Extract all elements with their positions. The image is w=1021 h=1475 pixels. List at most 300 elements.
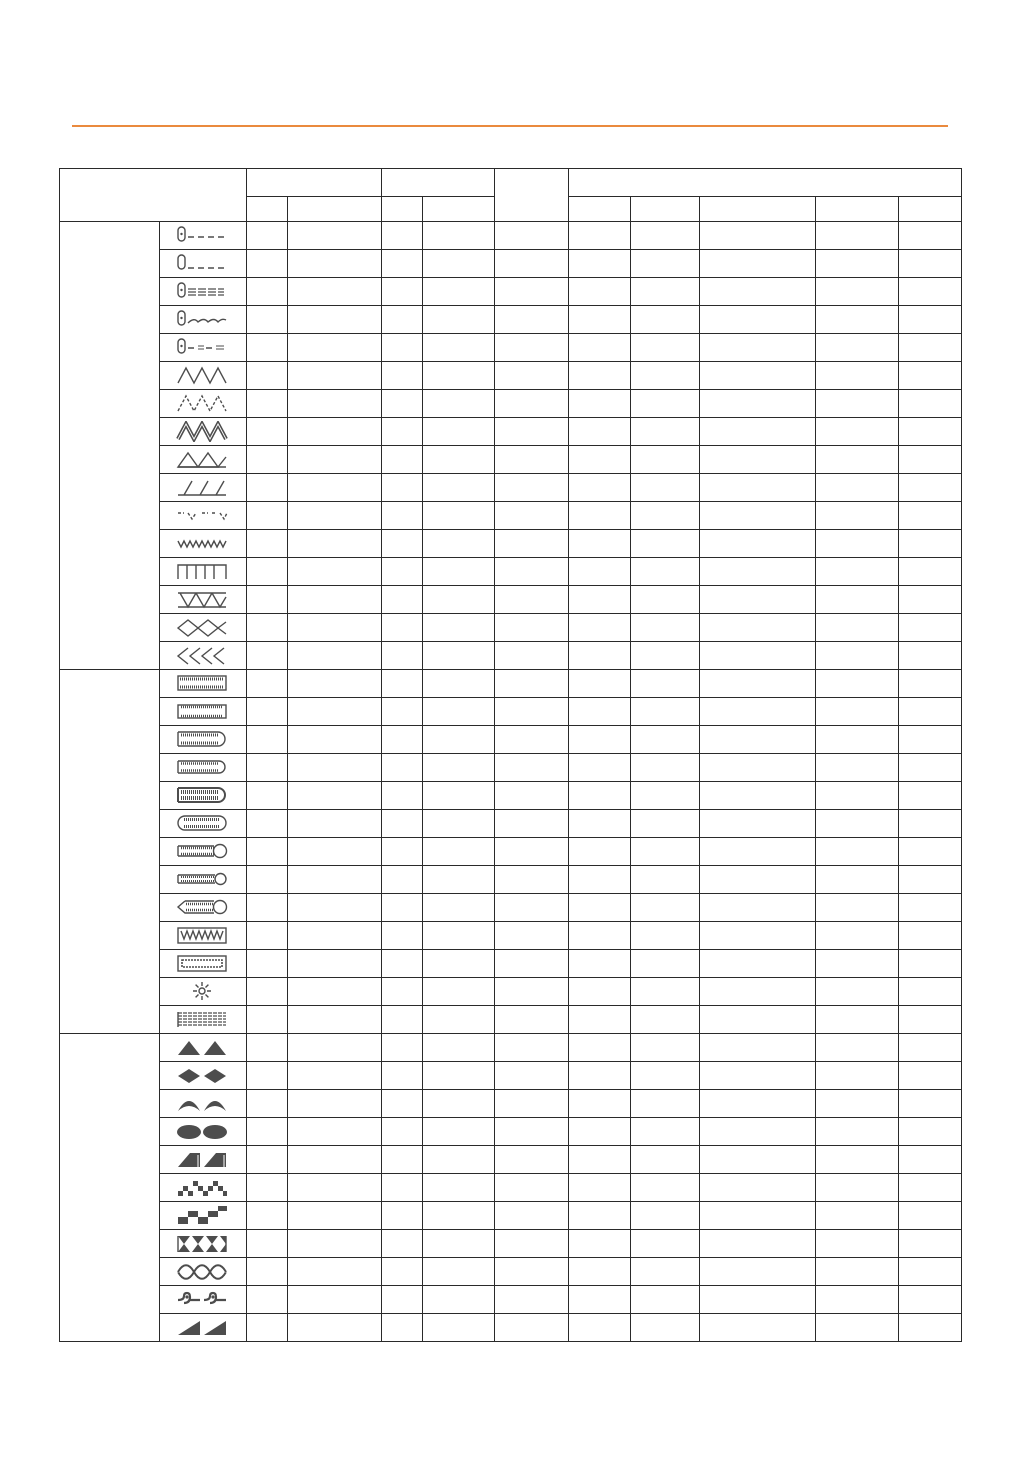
value-cell bbox=[700, 502, 816, 530]
value-cell bbox=[247, 782, 288, 810]
darning-icon bbox=[176, 1009, 230, 1030]
value-cell bbox=[423, 362, 495, 390]
stitch-row bbox=[60, 1230, 962, 1258]
value-cell bbox=[899, 866, 962, 894]
value-cell bbox=[899, 1118, 962, 1146]
subheader-cell bbox=[700, 197, 816, 222]
value-cell bbox=[816, 614, 899, 642]
value-cell bbox=[423, 1202, 495, 1230]
stitch-rows bbox=[60, 222, 962, 1342]
group-cell bbox=[60, 1034, 160, 1342]
value-cell bbox=[816, 782, 899, 810]
value-cell bbox=[288, 922, 382, 950]
value-cell bbox=[569, 642, 631, 670]
value-cell bbox=[700, 1034, 816, 1062]
pattern-cell bbox=[160, 1258, 247, 1286]
value-cell bbox=[423, 642, 495, 670]
value-cell bbox=[631, 1146, 700, 1174]
value-cell bbox=[700, 1258, 816, 1286]
value-cell bbox=[288, 446, 382, 474]
straight-left-icon bbox=[176, 253, 230, 274]
value-cell bbox=[569, 950, 631, 978]
value-cell bbox=[382, 642, 423, 670]
value-cell bbox=[899, 586, 962, 614]
value-cell bbox=[288, 754, 382, 782]
zigzag-icon bbox=[176, 365, 230, 386]
value-cell bbox=[382, 1230, 423, 1258]
value-cell bbox=[816, 1258, 899, 1286]
subheader-cell bbox=[382, 197, 423, 222]
value-cell bbox=[247, 586, 288, 614]
value-cell bbox=[423, 278, 495, 306]
dashed-zigzag-icon bbox=[176, 393, 230, 414]
value-cell bbox=[247, 390, 288, 418]
value-cell bbox=[700, 726, 816, 754]
value-cell bbox=[700, 754, 816, 782]
value-cell bbox=[382, 614, 423, 642]
value-cell bbox=[288, 950, 382, 978]
value-cell bbox=[899, 1314, 962, 1342]
pattern-cell bbox=[160, 1174, 247, 1202]
value-cell bbox=[899, 1062, 962, 1090]
value-cell bbox=[899, 950, 962, 978]
value-cell bbox=[288, 1062, 382, 1090]
value-cell bbox=[569, 1146, 631, 1174]
pattern-cell bbox=[160, 474, 247, 502]
pattern-cell bbox=[160, 698, 247, 726]
value-cell bbox=[495, 642, 569, 670]
value-cell bbox=[816, 726, 899, 754]
value-cell bbox=[495, 978, 569, 1006]
stitch-row bbox=[60, 306, 962, 334]
stitch-row bbox=[60, 390, 962, 418]
subheader-cell bbox=[631, 197, 700, 222]
value-cell bbox=[700, 1314, 816, 1342]
eyelet-icon bbox=[176, 981, 230, 1002]
stitch-row bbox=[60, 1202, 962, 1230]
value-cell bbox=[423, 1174, 495, 1202]
value-cell bbox=[423, 474, 495, 502]
value-cell bbox=[700, 810, 816, 838]
stitch-row bbox=[60, 978, 962, 1006]
value-cell bbox=[700, 278, 816, 306]
value-cell bbox=[631, 418, 700, 446]
value-cell bbox=[899, 306, 962, 334]
value-cell bbox=[495, 726, 569, 754]
value-cell bbox=[288, 250, 382, 278]
value-cell bbox=[495, 418, 569, 446]
value-cell bbox=[495, 222, 569, 250]
value-cell bbox=[700, 1006, 816, 1034]
hourglass-decor-icon bbox=[176, 1233, 230, 1254]
value-cell bbox=[816, 866, 899, 894]
value-cell bbox=[495, 782, 569, 810]
pattern-cell bbox=[160, 586, 247, 614]
header-row-1 bbox=[60, 169, 962, 197]
value-cell bbox=[423, 726, 495, 754]
stitch-row bbox=[60, 1090, 962, 1118]
value-cell bbox=[569, 530, 631, 558]
value-cell bbox=[423, 1230, 495, 1258]
value-cell bbox=[247, 1062, 288, 1090]
pattern-cell bbox=[160, 1034, 247, 1062]
value-cell bbox=[382, 558, 423, 586]
value-cell bbox=[382, 334, 423, 362]
value-cell bbox=[247, 250, 288, 278]
value-cell bbox=[631, 558, 700, 586]
value-cell bbox=[899, 698, 962, 726]
value-cell bbox=[631, 950, 700, 978]
value-cell bbox=[700, 922, 816, 950]
value-cell bbox=[631, 978, 700, 1006]
stitch-row bbox=[60, 418, 962, 446]
pattern-cell bbox=[160, 1314, 247, 1342]
value-cell bbox=[700, 950, 816, 978]
stitch-row bbox=[60, 446, 962, 474]
value-cell bbox=[423, 1006, 495, 1034]
header-group-b bbox=[382, 169, 495, 197]
stitch-row bbox=[60, 726, 962, 754]
value-cell bbox=[899, 530, 962, 558]
stitch-row bbox=[60, 586, 962, 614]
value-cell bbox=[247, 1090, 288, 1118]
value-cell bbox=[569, 978, 631, 1006]
value-cell bbox=[423, 1258, 495, 1286]
value-cell bbox=[382, 1034, 423, 1062]
value-cell bbox=[816, 586, 899, 614]
value-cell bbox=[816, 810, 899, 838]
value-cell bbox=[382, 474, 423, 502]
value-cell bbox=[382, 1314, 423, 1342]
value-cell bbox=[631, 250, 700, 278]
value-cell bbox=[700, 446, 816, 474]
scroll-wave-decor-icon bbox=[176, 1289, 230, 1310]
value-cell bbox=[423, 670, 495, 698]
value-cell bbox=[382, 670, 423, 698]
value-cell bbox=[569, 278, 631, 306]
value-cell bbox=[631, 670, 700, 698]
value-cell bbox=[247, 558, 288, 586]
value-cell bbox=[569, 782, 631, 810]
value-cell bbox=[899, 222, 962, 250]
value-cell bbox=[899, 978, 962, 1006]
value-cell bbox=[899, 558, 962, 586]
stretch-buttonhole-icon bbox=[176, 925, 230, 946]
value-cell bbox=[495, 838, 569, 866]
pattern-cell bbox=[160, 894, 247, 922]
value-cell bbox=[569, 334, 631, 362]
value-cell bbox=[288, 1118, 382, 1146]
header-group-c bbox=[569, 169, 962, 197]
value-cell bbox=[288, 1174, 382, 1202]
value-cell bbox=[495, 670, 569, 698]
infinity-wave-decor-icon bbox=[176, 1261, 230, 1282]
value-cell bbox=[382, 446, 423, 474]
value-cell bbox=[569, 474, 631, 502]
value-cell bbox=[569, 1090, 631, 1118]
value-cell bbox=[423, 1090, 495, 1118]
value-cell bbox=[288, 1286, 382, 1314]
value-cell bbox=[631, 642, 700, 670]
value-cell bbox=[247, 278, 288, 306]
stitch-chart-table bbox=[59, 168, 962, 1342]
pattern-cell bbox=[160, 726, 247, 754]
value-cell bbox=[899, 278, 962, 306]
triangle-zigzag-icon bbox=[176, 449, 230, 470]
value-cell bbox=[899, 446, 962, 474]
value-cell bbox=[382, 922, 423, 950]
value-cell bbox=[423, 978, 495, 1006]
value-cell bbox=[631, 1034, 700, 1062]
stitch-row bbox=[60, 698, 962, 726]
value-cell bbox=[288, 614, 382, 642]
value-cell bbox=[631, 894, 700, 922]
value-cell bbox=[495, 614, 569, 642]
value-cell bbox=[569, 1034, 631, 1062]
value-cell bbox=[288, 390, 382, 418]
value-cell bbox=[899, 1146, 962, 1174]
value-cell bbox=[382, 418, 423, 446]
value-cell bbox=[700, 558, 816, 586]
value-cell bbox=[569, 586, 631, 614]
value-cell bbox=[816, 362, 899, 390]
value-cell bbox=[700, 1090, 816, 1118]
value-cell bbox=[899, 922, 962, 950]
value-cell bbox=[382, 530, 423, 558]
buttonhole-square-icon bbox=[176, 673, 230, 694]
group-cell bbox=[60, 222, 160, 670]
stretch-dash-icon bbox=[176, 337, 230, 358]
overlock-wave-icon bbox=[176, 533, 230, 554]
value-cell bbox=[423, 1062, 495, 1090]
value-cell bbox=[423, 950, 495, 978]
value-cell bbox=[631, 446, 700, 474]
value-cell bbox=[288, 222, 382, 250]
stitch-row bbox=[60, 1118, 962, 1146]
value-cell bbox=[631, 698, 700, 726]
value-cell bbox=[423, 1314, 495, 1342]
value-cell bbox=[631, 390, 700, 418]
value-cell bbox=[382, 502, 423, 530]
stitch-row bbox=[60, 782, 962, 810]
blind-slant-icon bbox=[176, 477, 230, 498]
value-cell bbox=[382, 754, 423, 782]
value-cell bbox=[899, 1006, 962, 1034]
value-cell bbox=[816, 278, 899, 306]
value-cell bbox=[569, 558, 631, 586]
value-cell bbox=[569, 1118, 631, 1146]
pattern-cell bbox=[160, 670, 247, 698]
value-cell bbox=[899, 894, 962, 922]
stitch-row bbox=[60, 558, 962, 586]
value-cell bbox=[700, 306, 816, 334]
stitch-row bbox=[60, 1034, 962, 1062]
value-cell bbox=[816, 754, 899, 782]
subheader-cell bbox=[247, 197, 288, 222]
value-cell bbox=[382, 782, 423, 810]
value-cell bbox=[247, 642, 288, 670]
pattern-cell bbox=[160, 978, 247, 1006]
value-cell bbox=[288, 726, 382, 754]
value-cell bbox=[899, 1202, 962, 1230]
value-cell bbox=[495, 1174, 569, 1202]
value-cell bbox=[700, 1146, 816, 1174]
value-cell bbox=[495, 446, 569, 474]
value-cell bbox=[382, 978, 423, 1006]
value-cell bbox=[382, 894, 423, 922]
value-cell bbox=[423, 446, 495, 474]
value-cell bbox=[816, 418, 899, 446]
pattern-cell bbox=[160, 390, 247, 418]
value-cell bbox=[899, 1174, 962, 1202]
pattern-cell bbox=[160, 278, 247, 306]
value-cell bbox=[816, 838, 899, 866]
value-cell bbox=[495, 922, 569, 950]
value-cell bbox=[247, 1146, 288, 1174]
value-cell bbox=[700, 866, 816, 894]
value-cell bbox=[247, 1314, 288, 1342]
value-cell bbox=[495, 362, 569, 390]
bound-buttonhole-icon bbox=[176, 953, 230, 974]
value-cell bbox=[288, 810, 382, 838]
value-cell bbox=[899, 390, 962, 418]
value-cell bbox=[495, 586, 569, 614]
pattern-cell bbox=[160, 642, 247, 670]
stitch-row bbox=[60, 670, 962, 698]
value-cell bbox=[816, 698, 899, 726]
value-cell bbox=[288, 1090, 382, 1118]
pattern-cell bbox=[160, 1006, 247, 1034]
value-cell bbox=[247, 1202, 288, 1230]
header-rule bbox=[72, 125, 948, 127]
value-cell bbox=[631, 1314, 700, 1342]
value-cell bbox=[288, 530, 382, 558]
value-cell bbox=[247, 894, 288, 922]
value-cell bbox=[700, 782, 816, 810]
value-cell bbox=[631, 362, 700, 390]
value-cell bbox=[495, 530, 569, 558]
value-cell bbox=[899, 362, 962, 390]
value-cell bbox=[700, 838, 816, 866]
pattern-cell bbox=[160, 782, 247, 810]
value-cell bbox=[631, 866, 700, 894]
pattern-cell bbox=[160, 1146, 247, 1174]
pattern-cell bbox=[160, 1090, 247, 1118]
value-cell bbox=[816, 1090, 899, 1118]
value-cell bbox=[569, 446, 631, 474]
value-cell bbox=[899, 810, 962, 838]
stitch-row bbox=[60, 1062, 962, 1090]
stitch-row bbox=[60, 1286, 962, 1314]
value-cell bbox=[247, 950, 288, 978]
value-cell bbox=[631, 474, 700, 502]
pattern-cell bbox=[160, 1286, 247, 1314]
header-group-a bbox=[247, 169, 382, 197]
value-cell bbox=[899, 1034, 962, 1062]
value-cell bbox=[631, 614, 700, 642]
value-cell bbox=[569, 1006, 631, 1034]
value-cell bbox=[816, 222, 899, 250]
value-cell bbox=[700, 362, 816, 390]
value-cell bbox=[423, 1034, 495, 1062]
value-cell bbox=[495, 866, 569, 894]
value-cell bbox=[288, 306, 382, 334]
value-cell bbox=[700, 894, 816, 922]
value-cell bbox=[631, 1090, 700, 1118]
tapered-buttonhole-icon bbox=[176, 897, 230, 918]
value-cell bbox=[495, 334, 569, 362]
pattern-cell bbox=[160, 418, 247, 446]
value-cell bbox=[816, 1314, 899, 1342]
stitch-row bbox=[60, 950, 962, 978]
pattern-cell bbox=[160, 502, 247, 530]
value-cell bbox=[382, 1146, 423, 1174]
value-cell bbox=[247, 222, 288, 250]
stitch-row bbox=[60, 222, 962, 250]
value-cell bbox=[631, 1258, 700, 1286]
arches-decor-icon bbox=[176, 1093, 230, 1114]
subheader-cell bbox=[816, 197, 899, 222]
stitch-row bbox=[60, 838, 962, 866]
cross-stitch-icon bbox=[176, 617, 230, 638]
value-cell bbox=[816, 1174, 899, 1202]
stitch-row bbox=[60, 278, 962, 306]
value-cell bbox=[288, 558, 382, 586]
value-cell bbox=[816, 1230, 899, 1258]
value-cell bbox=[423, 530, 495, 558]
value-cell bbox=[631, 1062, 700, 1090]
value-cell bbox=[495, 810, 569, 838]
value-cell bbox=[816, 1146, 899, 1174]
value-cell bbox=[700, 334, 816, 362]
value-cell bbox=[288, 474, 382, 502]
value-cell bbox=[288, 1314, 382, 1342]
value-cell bbox=[247, 1230, 288, 1258]
value-cell bbox=[382, 586, 423, 614]
buttonhole-round-end-narrow-icon bbox=[176, 757, 230, 778]
stitch-row bbox=[60, 362, 962, 390]
value-cell bbox=[569, 754, 631, 782]
value-cell bbox=[495, 1202, 569, 1230]
value-cell bbox=[631, 586, 700, 614]
value-cell bbox=[899, 838, 962, 866]
stitch-row bbox=[60, 810, 962, 838]
value-cell bbox=[495, 1118, 569, 1146]
value-cell bbox=[569, 1174, 631, 1202]
feather-stitch-icon bbox=[176, 589, 230, 610]
value-cell bbox=[247, 502, 288, 530]
value-cell bbox=[700, 390, 816, 418]
stretch-stitch-icon bbox=[176, 309, 230, 330]
value-cell bbox=[816, 1006, 899, 1034]
value-cell bbox=[423, 250, 495, 278]
pattern-cell bbox=[160, 334, 247, 362]
value-cell bbox=[899, 334, 962, 362]
value-cell bbox=[495, 1034, 569, 1062]
value-cell bbox=[423, 838, 495, 866]
value-cell bbox=[495, 250, 569, 278]
value-cell bbox=[423, 586, 495, 614]
value-cell bbox=[288, 670, 382, 698]
value-cell bbox=[247, 670, 288, 698]
pattern-cell bbox=[160, 530, 247, 558]
header-single bbox=[495, 169, 569, 222]
pattern-cell bbox=[160, 614, 247, 642]
pattern-cell bbox=[160, 1230, 247, 1258]
value-cell bbox=[288, 978, 382, 1006]
value-cell bbox=[569, 250, 631, 278]
value-cell bbox=[247, 1174, 288, 1202]
